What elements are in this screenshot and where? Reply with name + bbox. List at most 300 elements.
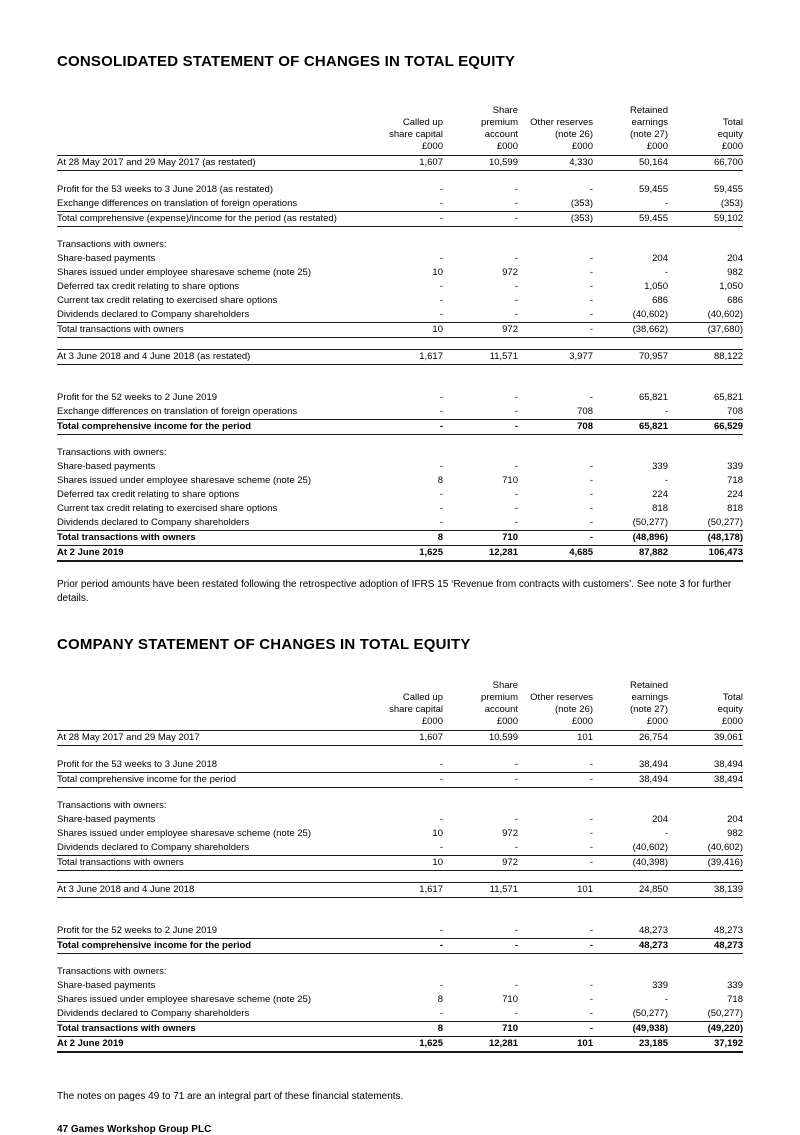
cell-value: - xyxy=(368,938,443,953)
cell-value: 710 xyxy=(502,475,518,486)
cell-value: (37,680) xyxy=(668,323,743,338)
row-label: Total transactions with owners xyxy=(57,856,368,871)
cell-value xyxy=(368,965,443,979)
cell-value: (50,277) xyxy=(668,516,743,531)
consolidated-equity-table xyxy=(57,104,743,562)
cell-value: 10 xyxy=(432,828,443,839)
cell-value: 101 xyxy=(518,883,593,898)
table-row xyxy=(57,1007,743,1022)
cell-value: - xyxy=(518,841,593,856)
cell-value: 972 xyxy=(502,267,518,278)
row-label: Shares issued under employee sharesave scheme (note 25) xyxy=(57,994,312,1005)
cell-value: - xyxy=(589,994,593,1005)
cell-value: - xyxy=(518,924,593,939)
cell-value: - xyxy=(514,503,518,514)
cell-value: 66,529 xyxy=(668,419,743,434)
table-row xyxy=(57,531,743,546)
table-row xyxy=(57,993,743,1007)
cell-value: 8 xyxy=(437,475,443,486)
row-label: Transactions with owners: xyxy=(57,966,167,977)
table-row xyxy=(57,731,743,746)
cell-value xyxy=(443,238,518,252)
row-label: Share-based payments xyxy=(57,461,156,472)
spacer-row xyxy=(57,787,743,799)
cell-value xyxy=(593,238,668,252)
cell-value: - xyxy=(514,980,518,991)
cell-value: 1,607 xyxy=(368,731,443,746)
cell-value: 10,599 xyxy=(443,156,518,171)
table-row xyxy=(57,1037,743,1053)
table-row xyxy=(57,841,743,856)
cell-value: - xyxy=(518,323,593,338)
cell-value xyxy=(668,965,743,979)
cell-value: 1,607 xyxy=(368,156,443,171)
column-header: Called up share capital £000 xyxy=(368,679,443,731)
cell-value: - xyxy=(368,924,443,939)
cell-value: - xyxy=(443,772,518,787)
row-label: At 3 June 2018 and 4 June 2018 xyxy=(57,883,368,898)
cell-value: 686 xyxy=(727,295,743,306)
cell-value: - xyxy=(443,1007,518,1022)
column-header: Share premium account £000 xyxy=(443,679,518,731)
cell-value: 37,192 xyxy=(668,1037,743,1053)
row-label-column-header xyxy=(57,104,368,156)
cell-value: 1,617 xyxy=(368,883,443,898)
cell-value: 8 xyxy=(368,1022,443,1037)
table-row xyxy=(57,474,743,488)
cell-value: 50,164 xyxy=(593,156,668,171)
spacer-row xyxy=(57,171,743,183)
cell-value: - xyxy=(514,814,518,825)
cell-value: - xyxy=(518,938,593,953)
cell-value: - xyxy=(443,308,518,323)
row-label: Current tax credit relating to exercised share options xyxy=(57,295,278,306)
cell-value: - xyxy=(439,814,443,825)
cell-value: - xyxy=(593,197,668,212)
row-label: Share-based payments xyxy=(57,814,156,825)
cell-value xyxy=(368,238,443,252)
cell-value: (50,277) xyxy=(668,1007,743,1022)
row-label: Shares issued under employee sharesave scheme (note 25) xyxy=(57,267,312,278)
row-label: Share-based payments xyxy=(57,253,156,264)
cell-value: (40,602) xyxy=(593,841,668,856)
cell-value: - xyxy=(368,419,443,434)
table-row xyxy=(57,938,743,953)
cell-value: - xyxy=(443,211,518,226)
cell-value: - xyxy=(589,475,593,486)
spacer-row xyxy=(57,953,743,965)
cell-value: - xyxy=(589,980,593,991)
cell-value xyxy=(368,446,443,460)
cell-value: 48,273 xyxy=(593,924,668,939)
cell-value: (40,602) xyxy=(668,841,743,856)
table-row xyxy=(57,156,743,171)
cell-value: - xyxy=(443,197,518,212)
table-row xyxy=(57,772,743,787)
cell-value: 224 xyxy=(652,489,668,500)
row-label: Transactions with owners: xyxy=(57,447,167,458)
cell-value: 8 xyxy=(437,994,443,1005)
cell-value: - xyxy=(518,856,593,871)
table-row xyxy=(57,323,743,338)
cell-value: 972 xyxy=(443,323,518,338)
cell-value: 65,821 xyxy=(593,419,668,434)
table-row xyxy=(57,238,743,252)
table-row xyxy=(57,516,743,531)
cell-value: (49,938) xyxy=(593,1022,668,1037)
row-label: Profit for the 52 weeks to 2 June 2019 xyxy=(57,924,368,939)
cell-value: - xyxy=(514,461,518,472)
cell-value: 339 xyxy=(727,980,743,991)
table-row xyxy=(57,546,743,562)
cell-value: 23,185 xyxy=(593,1037,668,1053)
cell-value: 4,685 xyxy=(518,546,593,562)
cell-value: 204 xyxy=(652,253,668,264)
cell-value: - xyxy=(368,211,443,226)
cell-value: - xyxy=(368,197,443,212)
row-label: Total comprehensive income for the period xyxy=(57,938,368,953)
cell-value: (48,896) xyxy=(593,531,668,546)
cell-value: - xyxy=(368,1007,443,1022)
row-label: Dividends declared to Company shareholders xyxy=(57,1007,368,1022)
cell-value: - xyxy=(664,994,668,1005)
cell-value: - xyxy=(368,308,443,323)
spacer-row xyxy=(57,746,743,758)
cell-value: - xyxy=(368,516,443,531)
cell-value: 38,494 xyxy=(593,758,668,773)
cell-value: (40,602) xyxy=(593,308,668,323)
column-header: Retained earnings (note 27) £000 xyxy=(593,679,668,731)
cell-value: 59,455 xyxy=(713,183,743,195)
table-row xyxy=(57,965,743,979)
cell-value: - xyxy=(368,841,443,856)
cell-value: - xyxy=(664,267,668,278)
cell-value: - xyxy=(514,183,518,195)
cell-value: - xyxy=(518,1007,593,1022)
cell-value: 818 xyxy=(727,503,743,514)
cell-value: 65,821 xyxy=(638,391,668,403)
cell-value: 1,050 xyxy=(719,281,743,292)
row-label: Dividends declared to Company shareholders xyxy=(57,308,368,323)
cell-value: - xyxy=(518,516,593,531)
cell-value: 718 xyxy=(727,475,743,486)
column-header: Total equity £000 xyxy=(668,679,743,731)
cell-value: 1,625 xyxy=(368,546,443,562)
cell-value: - xyxy=(589,281,593,292)
consolidated-statement-section xyxy=(57,53,743,562)
table-row xyxy=(57,1022,743,1037)
row-label: Deferred tax credit relating to share options xyxy=(57,489,240,500)
cell-value xyxy=(593,965,668,979)
cell-value: 686 xyxy=(652,295,668,306)
cell-value: 38,494 xyxy=(668,772,743,787)
cell-value: (38,662) xyxy=(593,323,668,338)
cell-value: - xyxy=(589,391,593,403)
cell-value: - xyxy=(514,253,518,264)
cell-value: - xyxy=(443,924,518,939)
cell-value: 10 xyxy=(368,856,443,871)
row-label: Total comprehensive income for the period xyxy=(57,419,368,434)
cell-value: - xyxy=(439,461,443,472)
table-row xyxy=(57,502,743,516)
cell-value: - xyxy=(514,489,518,500)
table-row xyxy=(57,405,743,420)
cell-value: - xyxy=(518,772,593,787)
cell-value: 11,571 xyxy=(443,350,518,365)
cell-value: - xyxy=(518,758,593,773)
cell-value: 66,700 xyxy=(668,156,743,171)
cell-value: 87,882 xyxy=(593,546,668,562)
cell-value: 39,061 xyxy=(668,731,743,746)
consolidated-statement-title: CONSOLIDATED STATEMENT OF CHANGES IN TOTAL EQUITY xyxy=(57,53,516,70)
cell-value: - xyxy=(443,758,518,773)
table-row xyxy=(57,883,743,898)
table-row xyxy=(57,446,743,460)
cell-value: - xyxy=(443,405,518,420)
cell-value: 224 xyxy=(727,489,743,500)
cell-value: 8 xyxy=(368,531,443,546)
row-label-column-header xyxy=(57,679,368,731)
cell-value: (353) xyxy=(518,197,593,212)
cell-value: 1,050 xyxy=(644,281,668,292)
cell-value: 26,754 xyxy=(593,731,668,746)
cell-value: - xyxy=(439,183,443,195)
cell-value: 48,273 xyxy=(593,938,668,953)
column-header: Share premium account £000 xyxy=(443,104,518,156)
table-row xyxy=(57,308,743,323)
company-statement-section xyxy=(57,636,743,1053)
cell-value: 982 xyxy=(727,267,743,278)
row-label: Dividends declared to Company shareholders xyxy=(57,841,368,856)
row-label: Current tax credit relating to exercised share options xyxy=(57,503,278,514)
cell-value: 12,281 xyxy=(443,546,518,562)
cell-value: 710 xyxy=(443,1022,518,1037)
cell-value: - xyxy=(589,814,593,825)
cell-value: - xyxy=(443,841,518,856)
cell-value xyxy=(443,446,518,460)
cell-value: - xyxy=(443,516,518,531)
cell-value: 3,977 xyxy=(518,350,593,365)
spacer-row xyxy=(57,434,743,446)
table-row xyxy=(57,979,743,993)
row-label: At 2 June 2019 xyxy=(57,546,368,562)
row-label: Profit for the 52 weeks to 2 June 2019 xyxy=(57,391,218,403)
cell-value: 65,821 xyxy=(713,391,743,403)
cell-value: 1,625 xyxy=(368,1037,443,1053)
cell-value xyxy=(668,238,743,252)
cell-value: - xyxy=(439,980,443,991)
row-label: Total transactions with owners xyxy=(57,323,368,338)
table-row xyxy=(57,391,743,405)
cell-value: - xyxy=(439,281,443,292)
cell-value: - xyxy=(518,531,593,546)
row-label: Transactions with owners: xyxy=(57,800,167,811)
cell-value: 818 xyxy=(652,503,668,514)
table-row xyxy=(57,460,743,474)
cell-value: 982 xyxy=(727,828,743,839)
row-label: Transactions with owners: xyxy=(57,239,167,250)
row-label: Share-based payments xyxy=(57,980,156,991)
cell-value: 718 xyxy=(727,994,743,1005)
cell-value: - xyxy=(368,405,443,420)
table-row xyxy=(57,827,743,841)
cell-value: - xyxy=(518,1022,593,1037)
cell-value: (353) xyxy=(668,197,743,212)
table-row xyxy=(57,799,743,813)
row-label: Total comprehensive (expense)/income for the period (as restated) xyxy=(57,211,368,226)
cell-value: - xyxy=(514,391,518,403)
cell-value: (50,277) xyxy=(593,1007,668,1022)
table-row xyxy=(57,350,743,365)
cell-value: - xyxy=(593,405,668,420)
spacer-row xyxy=(57,365,743,391)
cell-value: 204 xyxy=(652,814,668,825)
cell-value: - xyxy=(514,281,518,292)
table-row xyxy=(57,197,743,212)
cell-value: - xyxy=(589,489,593,500)
cell-value: 204 xyxy=(727,814,743,825)
column-header: Called up share capital £000 xyxy=(368,104,443,156)
row-label: Deferred tax credit relating to share options xyxy=(57,281,240,292)
cell-value: - xyxy=(439,503,443,514)
cell-value: 38,494 xyxy=(668,758,743,773)
cell-value: 101 xyxy=(518,1037,593,1053)
cell-value: 70,957 xyxy=(593,350,668,365)
row-label: Total transactions with owners xyxy=(57,531,368,546)
cell-value: 10 xyxy=(432,267,443,278)
notes-reference: The notes on pages 49 to 71 are an integral part of these financial statements. xyxy=(57,1091,404,1102)
cell-value: - xyxy=(589,461,593,472)
cell-value: 106,473 xyxy=(668,546,743,562)
cell-value xyxy=(443,965,518,979)
row-label: Exchange differences on translation of foreign operations xyxy=(57,197,368,212)
row-label: At 3 June 2018 and 4 June 2018 (as restated) xyxy=(57,350,368,365)
row-label: At 28 May 2017 and 29 May 2017 xyxy=(57,731,368,746)
restatement-note: Prior period amounts have been restated following the retrospective adoption of IFRS 15 ‘Revenue from contracts with customers’. See note 3 for further details. xyxy=(57,579,732,604)
cell-value: (40,602) xyxy=(668,308,743,323)
table-row xyxy=(57,813,743,827)
cell-value: - xyxy=(589,828,593,839)
cell-value: - xyxy=(664,475,668,486)
row-label: Total transactions with owners xyxy=(57,1022,368,1037)
cell-value: 1,617 xyxy=(368,350,443,365)
cell-value xyxy=(518,238,593,252)
row-label: Profit for the 53 weeks to 3 June 2018 (as restated) xyxy=(57,183,273,195)
cell-value: 101 xyxy=(518,731,593,746)
cell-value: (50,277) xyxy=(593,516,668,531)
cell-value: - xyxy=(518,308,593,323)
cell-value xyxy=(518,446,593,460)
cell-value: 972 xyxy=(443,856,518,871)
row-label: Shares issued under employee sharesave scheme (note 25) xyxy=(57,475,312,486)
cell-value: 38,494 xyxy=(593,772,668,787)
column-header: Other reserves (note 26) £000 xyxy=(518,679,593,731)
cell-value: 38,139 xyxy=(668,883,743,898)
cell-value xyxy=(368,799,443,813)
table-row xyxy=(57,856,743,871)
cell-value: - xyxy=(439,489,443,500)
row-label: Shares issued under employee sharesave scheme (note 25) xyxy=(57,828,312,839)
table-row xyxy=(57,294,743,308)
table-row xyxy=(57,266,743,280)
cell-value: 11,571 xyxy=(443,883,518,898)
cell-value: 4,330 xyxy=(518,156,593,171)
column-header: Total equity £000 xyxy=(668,104,743,156)
cell-value: - xyxy=(368,772,443,787)
cell-value: 24,850 xyxy=(593,883,668,898)
row-label: Total comprehensive income for the period xyxy=(57,772,368,787)
cell-value: 204 xyxy=(727,253,743,264)
page-footer: 47 Games Workshop Group PLC xyxy=(57,1124,212,1135)
table-row xyxy=(57,252,743,266)
table-header-row xyxy=(57,104,743,156)
cell-value: 972 xyxy=(502,828,518,839)
cell-value: (49,220) xyxy=(668,1022,743,1037)
row-label: At 2 June 2019 xyxy=(57,1037,368,1053)
cell-value xyxy=(518,799,593,813)
cell-value: 710 xyxy=(502,994,518,1005)
row-label: Exchange differences on translation of foreign operations xyxy=(57,405,368,420)
cell-value: 48,273 xyxy=(668,924,743,939)
cell-value: - xyxy=(589,253,593,264)
column-header: Retained earnings (note 27) £000 xyxy=(593,104,668,156)
cell-value: 10 xyxy=(368,323,443,338)
cell-value: 48,273 xyxy=(668,938,743,953)
cell-value: - xyxy=(439,391,443,403)
cell-value: 339 xyxy=(652,461,668,472)
cell-value: 339 xyxy=(652,980,668,991)
cell-value: - xyxy=(439,253,443,264)
cell-value xyxy=(668,446,743,460)
table-row xyxy=(57,211,743,226)
cell-value xyxy=(443,799,518,813)
cell-value: 59,102 xyxy=(668,211,743,226)
spacer-row xyxy=(57,338,743,350)
cell-value: - xyxy=(589,267,593,278)
cell-value: (40,398) xyxy=(593,856,668,871)
cell-value: (353) xyxy=(518,211,593,226)
spacer-row xyxy=(57,226,743,238)
company-statement-title: COMPANY STATEMENT OF CHANGES IN TOTAL EQUITY xyxy=(57,636,471,653)
cell-value xyxy=(593,799,668,813)
table-row xyxy=(57,488,743,502)
cell-value xyxy=(593,446,668,460)
cell-value: - xyxy=(664,828,668,839)
cell-value: - xyxy=(443,938,518,953)
cell-value: 710 xyxy=(443,531,518,546)
table-header-row xyxy=(57,679,743,731)
spacer-row xyxy=(57,898,743,924)
cell-value: 59,455 xyxy=(593,211,668,226)
cell-value: 59,455 xyxy=(638,183,668,195)
column-header: Other reserves (note 26) £000 xyxy=(518,104,593,156)
table-row xyxy=(57,758,743,773)
cell-value xyxy=(518,965,593,979)
cell-value: (39,416) xyxy=(668,856,743,871)
table-row xyxy=(57,924,743,939)
cell-value: - xyxy=(589,183,593,195)
row-label: Dividends declared to Company shareholders xyxy=(57,516,368,531)
row-label: Profit for the 53 weeks to 3 June 2018 xyxy=(57,758,368,773)
cell-value: 708 xyxy=(518,419,593,434)
cell-value: 339 xyxy=(727,461,743,472)
cell-value: (48,178) xyxy=(668,531,743,546)
cell-value xyxy=(668,799,743,813)
table-row xyxy=(57,183,743,197)
cell-value: - xyxy=(443,419,518,434)
spacer-row xyxy=(57,871,743,883)
company-equity-table xyxy=(57,679,743,1053)
